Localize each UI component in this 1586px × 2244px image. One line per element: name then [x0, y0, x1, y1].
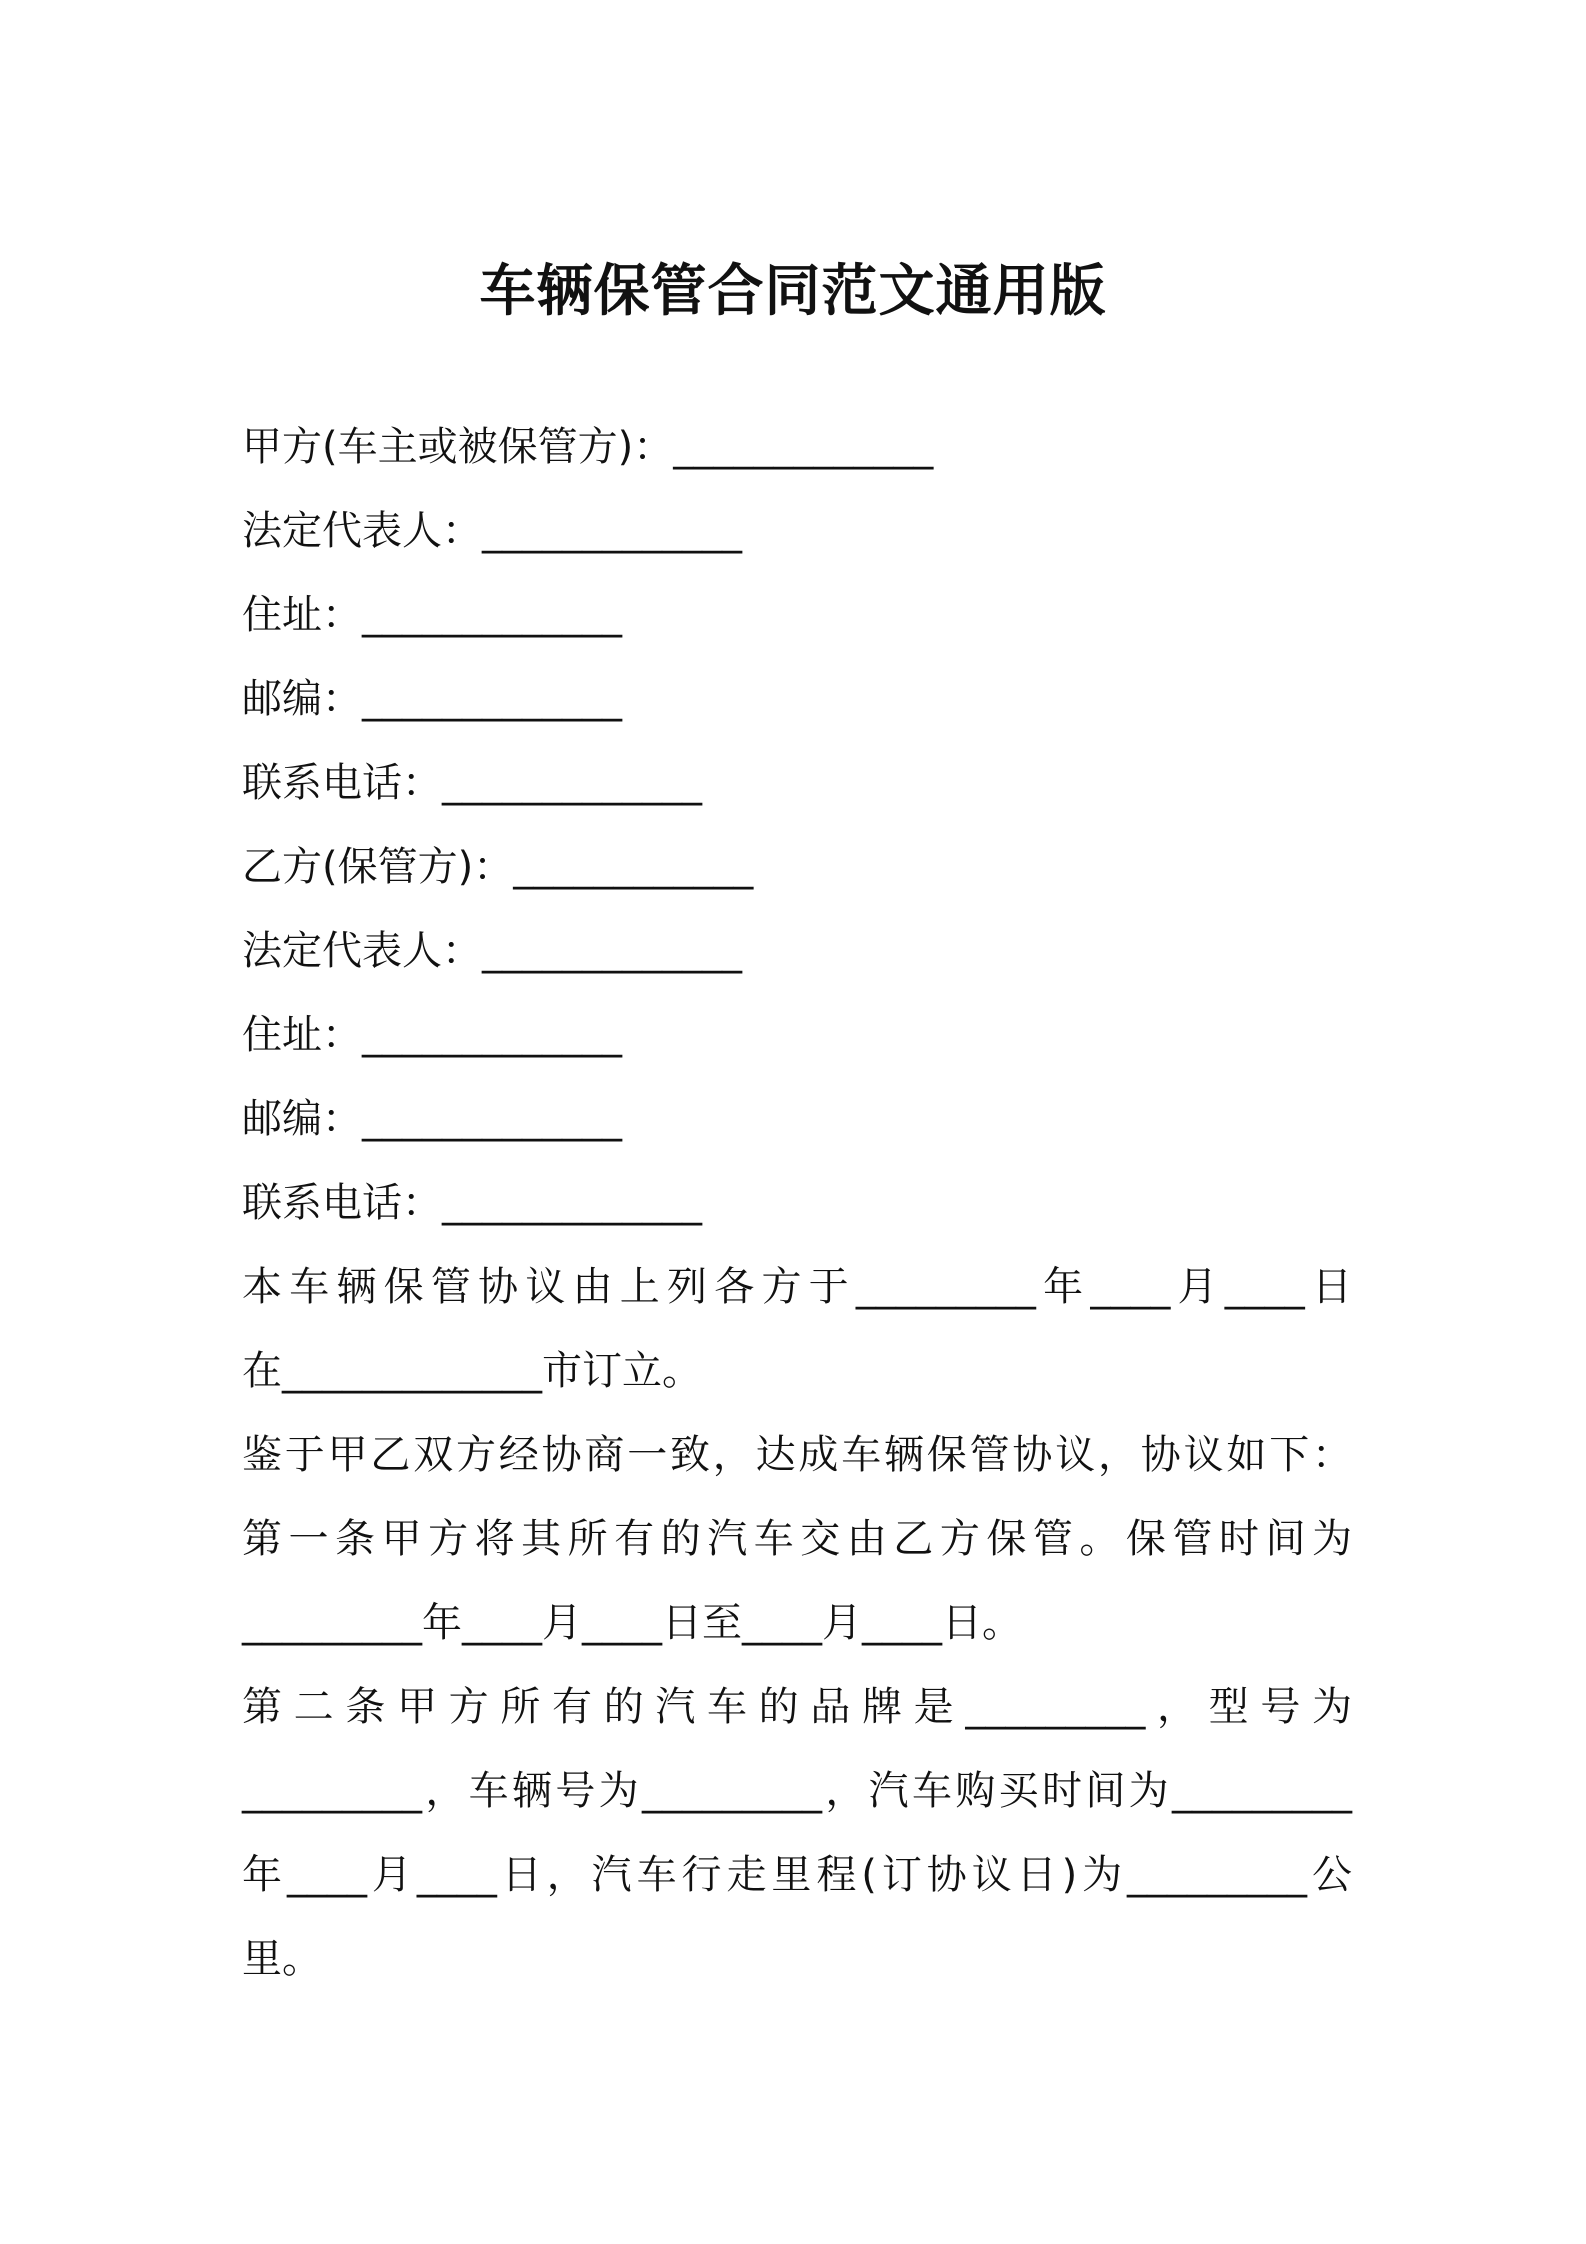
article-1-line-2: _________年____月____日至____月____日。: [242, 1600, 1022, 1646]
party-a-name-line: 甲方(车主或被保管方)：_____________: [242, 424, 934, 470]
article-2-line-1: 第二条甲方所有的汽车的品牌是_________，型号为: [242, 1684, 1352, 1730]
agreement-place-line: 在_____________市订立。: [242, 1348, 702, 1394]
party-a-postcode-line: 邮编：_____________: [242, 676, 622, 722]
agreement-date-line: 本车辆保管协议由上列各方于_________年____月____日: [242, 1264, 1352, 1310]
preamble-line: 鉴于甲乙双方经协商一致，达成车辆保管协议，协议如下：: [242, 1432, 1352, 1478]
article-2-line-2: _________，车辆号为_________，汽车购买时间为_________: [242, 1768, 1352, 1814]
party-b-address-line: 住址：_____________: [242, 1012, 622, 1058]
party-b-phone-line: 联系电话：_____________: [242, 1180, 702, 1226]
article-1-line-1: 第一条甲方将其所有的汽车交由乙方保管。保管时间为: [242, 1516, 1352, 1562]
party-a-address-line: 住址：_____________: [242, 592, 622, 638]
party-b-name-line: 乙方(保管方)：____________: [242, 844, 754, 890]
document-title: 车辆保管合同范文通用版: [479, 259, 1107, 324]
article-2-line-4: 里。: [242, 1936, 322, 1982]
party-a-legal-rep-line: 法定代表人：_____________: [242, 508, 742, 554]
party-b-legal-rep-line: 法定代表人：_____________: [242, 928, 742, 974]
party-a-phone-line: 联系电话：_____________: [242, 760, 702, 806]
document-body: [242, 405, 1352, 2001]
party-b-postcode-line: 邮编：_____________: [242, 1096, 622, 1142]
article-2-line-3: 年____月____日，汽车行走里程(订协议日)为_________公: [242, 1852, 1352, 1898]
